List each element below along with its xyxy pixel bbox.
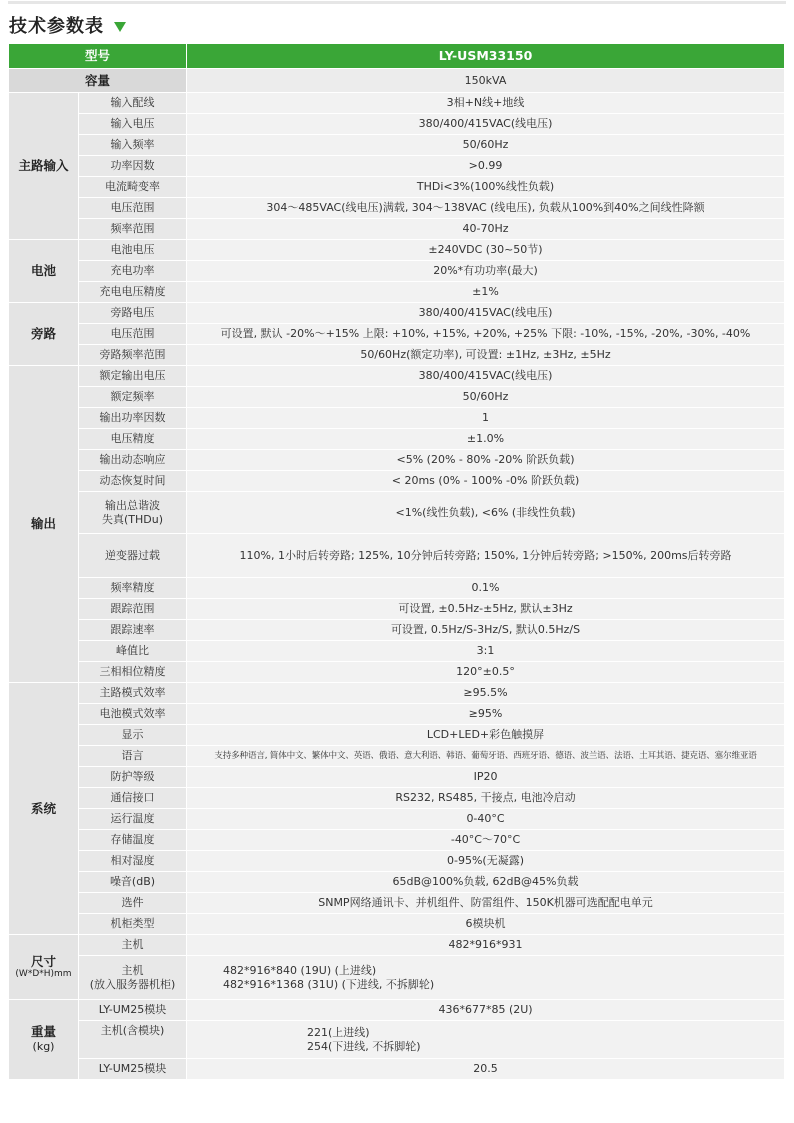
row-value: 3相+N线+地线 xyxy=(187,93,785,114)
row-value: 436*677*85 (2U) xyxy=(187,1000,785,1021)
capacity-row xyxy=(9,69,785,93)
row-value-line: 482*916*1368 (31U) (下进线, 不拆脚轮) xyxy=(223,977,435,991)
row-label: 额定频率 xyxy=(79,387,187,408)
row-label: 主机(含模块) xyxy=(79,1021,187,1059)
model-label: 型号 xyxy=(9,44,187,69)
row-value: 50/60Hz xyxy=(187,387,785,408)
row-label: 旁路电压 xyxy=(79,303,187,324)
page-heading xyxy=(9,12,126,38)
row-label: 输出动态响应 xyxy=(79,450,187,471)
row-label: 输入频率 xyxy=(79,135,187,156)
category-weight xyxy=(9,1000,79,1080)
row-label: 输出功率因数 xyxy=(79,408,187,429)
heading-title: 技术参数表 xyxy=(9,16,104,37)
category-weight-unit: (kg) xyxy=(32,1039,55,1053)
row-label: 电压精度 xyxy=(79,429,187,450)
model-row xyxy=(9,44,785,69)
row-value-line: 482*916*840 (19U) (上进线) xyxy=(223,963,377,977)
table-row xyxy=(9,366,785,387)
capacity-label: 容量 xyxy=(9,69,187,93)
table-row xyxy=(9,492,785,534)
table-row xyxy=(9,767,785,788)
row-label: 语言 xyxy=(79,746,187,767)
table-row xyxy=(9,135,785,156)
row-value xyxy=(187,956,785,1000)
top-divider xyxy=(8,1,786,4)
row-value: ±1% xyxy=(187,282,785,303)
table-row xyxy=(9,914,785,935)
row-label: 频率精度 xyxy=(79,578,187,599)
row-label: LY-UM25模块 xyxy=(79,1059,187,1080)
row-value: <5% (20% - 80% -20% 阶跃负载) xyxy=(187,450,785,471)
table-row xyxy=(9,704,785,725)
table-row xyxy=(9,683,785,704)
row-value: 0.1% xyxy=(187,578,785,599)
row-value: 380/400/415VAC(线电压) xyxy=(187,303,785,324)
table-row xyxy=(9,830,785,851)
row-label-line: 输出总谐波 xyxy=(105,498,160,512)
row-value: 65dB@100%负载, 62dB@45%负载 xyxy=(187,872,785,893)
row-label: 跟踪范围 xyxy=(79,599,187,620)
table-row xyxy=(9,387,785,408)
row-value: 304～485VAC(线电压)满载, 304～138VAC (线电压), 负载从100%到40%之间线性降额 xyxy=(187,198,785,219)
table-row xyxy=(9,261,785,282)
row-label: 防护等级 xyxy=(79,767,187,788)
row-value: 支持多种语言, 简体中文、繁体中文、英语、俄语、意大利语、韩语、葡萄牙语、西班牙语、德语、波兰语、法语、土耳其语、捷克语、塞尔维亚语 xyxy=(187,746,785,767)
row-label xyxy=(79,492,187,534)
row-label: 主机 xyxy=(79,935,187,956)
table-row xyxy=(9,1021,785,1059)
row-value: 482*916*931 xyxy=(187,935,785,956)
row-label-line: 失真(THDu) xyxy=(102,512,164,526)
row-label: 充电功率 xyxy=(79,261,187,282)
row-value: 0-95%(无凝露) xyxy=(187,851,785,872)
row-value: 50/60Hz xyxy=(187,135,785,156)
table-row xyxy=(9,177,785,198)
category-size-unit: (W*D*H)mm xyxy=(15,968,72,979)
row-label-line: 主机 xyxy=(121,963,144,977)
row-label: 电压范围 xyxy=(79,324,187,345)
category-bypass: 旁路 xyxy=(9,303,79,366)
row-value: 120°±0.5° xyxy=(187,662,785,683)
row-value: IP20 xyxy=(187,767,785,788)
category-main-input: 主路输入 xyxy=(9,93,79,240)
table-row xyxy=(9,1059,785,1080)
row-label: 显示 xyxy=(79,725,187,746)
row-value: SNMP网络通讯卡、并机组件、防雷组件、150K机器可选配配电单元 xyxy=(187,893,785,914)
row-value: 0-40°C xyxy=(187,809,785,830)
row-label: 动态恢复时间 xyxy=(79,471,187,492)
table-row xyxy=(9,746,785,767)
row-value: 1 xyxy=(187,408,785,429)
table-row xyxy=(9,662,785,683)
table-row xyxy=(9,935,785,956)
row-value: 可设置, 0.5Hz/S-3Hz/S, 默认0.5Hz/S xyxy=(187,620,785,641)
table-row xyxy=(9,93,785,114)
row-value xyxy=(187,1021,785,1059)
table-row xyxy=(9,450,785,471)
table-row xyxy=(9,725,785,746)
row-label: 频率范围 xyxy=(79,219,187,240)
table-row xyxy=(9,219,785,240)
spec-table xyxy=(9,44,785,1080)
table-row xyxy=(9,1000,785,1021)
table-row xyxy=(9,809,785,830)
row-label: 相对湿度 xyxy=(79,851,187,872)
row-label: 电压范围 xyxy=(79,198,187,219)
row-value: 110%, 1小时后转旁路; 125%, 10分钟后转旁路; 150%, 1分钟后转旁路; >150%, 200ms后转旁路 xyxy=(187,534,785,578)
category-output: 输出 xyxy=(9,366,79,683)
table-row xyxy=(9,303,785,324)
row-label: 噪音(dB) xyxy=(79,872,187,893)
row-label: 输入配线 xyxy=(79,93,187,114)
table-row xyxy=(9,114,785,135)
row-label: 机柜类型 xyxy=(79,914,187,935)
table-row xyxy=(9,429,785,450)
row-value: 6模块机 xyxy=(187,914,785,935)
row-value: ±240VDC (30~50节) xyxy=(187,240,785,261)
row-value: RS232, RS485, 干接点, 电池冷启动 xyxy=(187,788,785,809)
table-row xyxy=(9,198,785,219)
row-value: LCD+LED+彩色触摸屏 xyxy=(187,725,785,746)
category-system: 系统 xyxy=(9,683,79,935)
table-row xyxy=(9,240,785,261)
row-label: 主路模式效率 xyxy=(79,683,187,704)
row-value: < 20ms (0% - 100% -0% 阶跃负载) xyxy=(187,471,785,492)
row-value: ±1.0% xyxy=(187,429,785,450)
capacity-value: 150kVA xyxy=(187,69,785,93)
row-value: 可设置, ±0.5Hz-±5Hz, 默认±3Hz xyxy=(187,599,785,620)
row-label: 选件 xyxy=(79,893,187,914)
row-label: 功率因数 xyxy=(79,156,187,177)
row-label: 充电电压精度 xyxy=(79,282,187,303)
table-row xyxy=(9,620,785,641)
table-row xyxy=(9,282,785,303)
row-value: ≥95% xyxy=(187,704,785,725)
category-battery: 电池 xyxy=(9,240,79,303)
row-value: ≥95.5% xyxy=(187,683,785,704)
row-label: 存储温度 xyxy=(79,830,187,851)
table-row xyxy=(9,872,785,893)
row-value: 20%*有功功率(最大) xyxy=(187,261,785,282)
category-weight-title: 重量 xyxy=(30,1023,56,1039)
table-row xyxy=(9,578,785,599)
row-value-line: 254(下进线, 不拆脚轮) xyxy=(307,1039,421,1053)
row-value: 3:1 xyxy=(187,641,785,662)
row-label: 运行温度 xyxy=(79,809,187,830)
row-label: 电池模式效率 xyxy=(79,704,187,725)
row-value: 50/60Hz(额定功率), 可设置: ±1Hz, ±3Hz, ±5Hz xyxy=(187,345,785,366)
row-label: 跟踪速率 xyxy=(79,620,187,641)
table-row xyxy=(9,408,785,429)
model-value: LY-USM33150 xyxy=(187,44,785,69)
row-label: 旁路频率范围 xyxy=(79,345,187,366)
row-value-line: 221(上进线) xyxy=(307,1025,370,1039)
category-size xyxy=(9,935,79,1000)
row-label: 额定输出电压 xyxy=(79,366,187,387)
table-row xyxy=(9,641,785,662)
triangle-down-icon xyxy=(114,22,126,32)
table-row xyxy=(9,534,785,578)
table-row xyxy=(9,599,785,620)
row-label: 电池电压 xyxy=(79,240,187,261)
table-row xyxy=(9,956,785,1000)
row-value: 20.5 xyxy=(187,1059,785,1080)
table-row xyxy=(9,345,785,366)
row-value: >0.99 xyxy=(187,156,785,177)
row-label xyxy=(79,956,187,1000)
row-value: 40-70Hz xyxy=(187,219,785,240)
row-label: 三相相位精度 xyxy=(79,662,187,683)
row-label: LY-UM25模块 xyxy=(79,1000,187,1021)
row-label: 电流畸变率 xyxy=(79,177,187,198)
table-row xyxy=(9,156,785,177)
row-value: 380/400/415VAC(线电压) xyxy=(187,366,785,387)
row-value: THDi<3%(100%线性负载) xyxy=(187,177,785,198)
row-label: 通信接口 xyxy=(79,788,187,809)
category-size-title: 尺寸 xyxy=(30,953,56,969)
row-value: <1%(线性负载), <6% (非线性负载) xyxy=(187,492,785,534)
table-row xyxy=(9,471,785,492)
row-label: 峰值比 xyxy=(79,641,187,662)
table-row xyxy=(9,324,785,345)
row-value: -40°C～70°C xyxy=(187,830,785,851)
row-value: 380/400/415VAC(线电压) xyxy=(187,114,785,135)
row-label: 输入电压 xyxy=(79,114,187,135)
row-label-line: (放入服务器机柜) xyxy=(89,977,176,991)
row-value: 可设置, 默认 -20%～+15% 上限: +10%, +15%, +20%, +25% 下限: -10%, -15%, -20%, -30%, -40% xyxy=(187,324,785,345)
table-row xyxy=(9,893,785,914)
table-row xyxy=(9,851,785,872)
table-row xyxy=(9,788,785,809)
row-label: 逆变器过载 xyxy=(79,534,187,578)
